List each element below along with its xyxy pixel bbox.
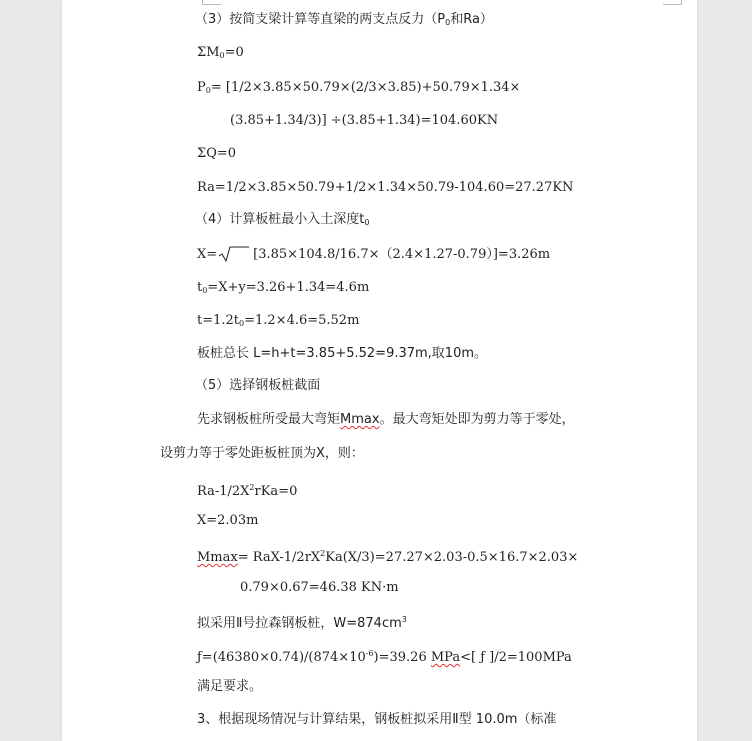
superscript: 2 bbox=[320, 549, 326, 558]
text-line-16: X=2.03m bbox=[197, 513, 259, 528]
text-span: 先求钢板桩所受最大弯矩 bbox=[197, 412, 341, 427]
text-span: X= bbox=[197, 247, 218, 262]
right-gutter bbox=[712, 0, 752, 741]
text-span: = RaX-1/2rX bbox=[237, 550, 321, 565]
spellcheck-word: MPa bbox=[430, 650, 461, 665]
text-span: t=1.2t bbox=[197, 313, 240, 328]
text-line-4: (3.85+1.34/3)] ÷(3.85+1.34)=104.60KN bbox=[230, 113, 499, 128]
text-span: =X+y=3.26+1.34=4.6m bbox=[207, 280, 370, 295]
text-line-20 bbox=[197, 646, 572, 666]
text-line-3 bbox=[197, 80, 520, 99]
text-span: （3）按简支梁计算等直梁的两支点反力（P bbox=[195, 12, 446, 27]
text-span: <[ ƒ ]/2=100MPa bbox=[460, 650, 572, 665]
subscript: 0 bbox=[239, 319, 245, 328]
text-line-8 bbox=[197, 246, 550, 263]
text-span: （4）计算板桩最小入土深度t bbox=[195, 212, 365, 227]
text-span: rKa=0 bbox=[254, 484, 298, 499]
superscript: 2 bbox=[249, 483, 255, 492]
subscript: 0 bbox=[219, 51, 225, 60]
text-span: [3.85×104.8/16.7×（2.4×1.27-0.79）]=3.26m bbox=[253, 247, 551, 262]
text-line-5: ΣQ=0 bbox=[197, 146, 237, 161]
text-line-6: Ra=1/2×3.85×50.79+1/2×1.34×50.79-104.60=27.27KN bbox=[197, 180, 574, 195]
document-page bbox=[62, 0, 697, 741]
text-span: 和Ra） bbox=[450, 12, 493, 27]
text-span: =1.2×4.6=5.52m bbox=[244, 313, 360, 328]
spellcheck-word: Mmax bbox=[340, 412, 380, 427]
subscript: 0 bbox=[202, 286, 208, 295]
text-line-13 bbox=[197, 412, 575, 428]
text-line-15 bbox=[197, 480, 297, 500]
page-corner-mark-left bbox=[202, 0, 221, 5]
text-span: t bbox=[197, 280, 203, 295]
text-line-7 bbox=[195, 212, 369, 231]
text-span: ΣM bbox=[197, 45, 220, 60]
subscript: 0 bbox=[364, 218, 370, 227]
text-span: Ra-1/2X bbox=[197, 484, 250, 499]
text-span: ƒ=(46380×0.74)/(874×10 bbox=[197, 650, 366, 665]
text-line-2 bbox=[197, 45, 244, 64]
text-line-14: 设剪力等于零处距板桩顶为X，则： bbox=[160, 446, 364, 461]
superscript: 3 bbox=[401, 615, 407, 624]
text-line-18: 0.79×0.67=46.38 KN·m bbox=[240, 580, 399, 595]
text-line-1 bbox=[195, 12, 493, 31]
subscript: 0 bbox=[445, 18, 451, 27]
text-line-21: 满足要求。 bbox=[197, 679, 263, 694]
subscript: 0 bbox=[205, 86, 211, 95]
superscript: -6 bbox=[365, 649, 374, 658]
square-root-sign bbox=[219, 246, 249, 260]
text-span: P bbox=[197, 80, 206, 95]
text-span: 。最大弯矩处即为剪力等于零处， bbox=[379, 412, 575, 427]
text-span: = [1/2×3.85×50.79×(2/3×3.85)+50.79×1.34× bbox=[210, 80, 521, 95]
text-span: )=39.26 bbox=[373, 650, 431, 665]
text-span: =0 bbox=[224, 45, 244, 60]
text-line-11: 板桩总长 L=h+t=3.85+5.52=9.37m,取10m。 bbox=[197, 346, 488, 361]
spellcheck-word: Mmax bbox=[197, 550, 238, 565]
text-span: 拟采用Ⅱ号拉森钢板桩，W=874cm bbox=[197, 616, 402, 631]
page-corner-mark-right bbox=[663, 0, 682, 5]
text-line-17 bbox=[197, 546, 578, 566]
text-line-22: 3、根据现场情况与计算结果，钢板桩拟采用Ⅱ型 10.0m（标准 bbox=[197, 712, 557, 727]
text-line-19 bbox=[197, 612, 407, 632]
text-line-12: （5）选择钢板桩截面 bbox=[195, 378, 321, 393]
text-line-9 bbox=[197, 280, 369, 299]
text-line-10 bbox=[197, 313, 359, 332]
text-span: Ka(X/3)=27.27×2.03-0.5×16.7×2.03× bbox=[325, 550, 579, 565]
